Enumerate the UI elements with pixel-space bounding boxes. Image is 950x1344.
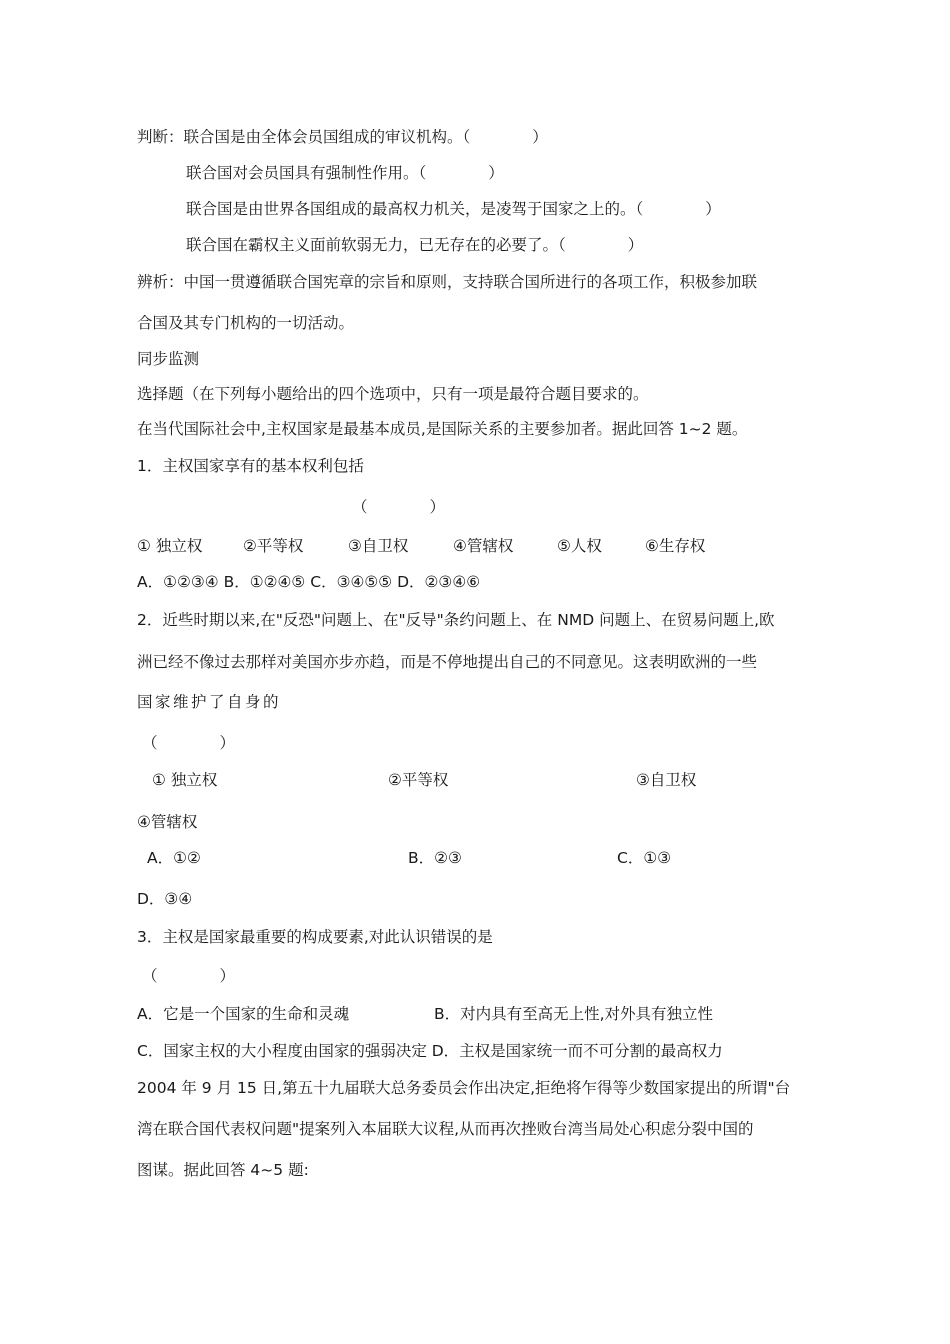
passage-line: 湾在联合国代表权问题"提案列入本届联大议程,从而再次挫败台湾当局处心积虑分裂中国的: [137, 1120, 754, 1138]
q2-stem: 洲已经不像过去那样对美国亦步亦趋，而是不停地提出自己的不同意见。这表明欧洲的一些: [137, 653, 758, 671]
q1-option: ⑥生存权: [645, 537, 706, 555]
analysis-line: 辨析：中国一贯遵循联合国宪章的宗旨和原则，支持联合国所进行的各项工作，积极参加联: [137, 273, 758, 291]
q1-bracket: （ ）: [352, 498, 446, 516]
q1-answers: A．①②③④ B．①②④⑤ C．③④⑤⑤ D．②③④⑥: [137, 573, 481, 591]
q3-option-b: B．对内具有至高无上性,对外具有独立性: [434, 1005, 714, 1023]
q2-answer: C．①③: [617, 849, 672, 867]
section-title: 同步监测: [137, 350, 200, 368]
q1-option: ③自卫权: [348, 537, 409, 555]
q1-stem: 1．主权国家享有的基本权利包括: [137, 457, 364, 475]
passage-line: 图谋。据此回答 4~5 题:: [137, 1161, 309, 1179]
q2-option: ③自卫权: [636, 771, 697, 789]
q3-stem: 3．主权是国家最重要的构成要素,对此认识错误的是: [137, 928, 493, 946]
judge-item: 联合国对会员国具有强制性作用。（ ）: [186, 164, 504, 182]
q2-option: ④管辖权: [137, 813, 198, 831]
q2-answer: B．②③: [408, 849, 462, 867]
q1-option: ②平等权: [243, 537, 304, 555]
q3-bracket: （ ）: [142, 967, 236, 985]
q2-option: ②平等权: [388, 771, 449, 789]
intro-1-2: 在当代国际社会中,主权国家是最基本成员,是国际关系的主要参加者。据此回答 1~2 题。: [137, 420, 748, 438]
q2-stem: 2．近些时期以来,在"反恐"问题上、在"反导"条约问题上、在 NMD 问题上、在贸易问题上,欧: [137, 611, 775, 629]
q3-option-cd: C．国家主权的大小程度由国家的强弱决定 D．主权是国家统一而不可分割的最高权力: [137, 1042, 723, 1060]
q2-stem: 国家维护了自身的: [137, 693, 282, 711]
judge-item: 联合国在霸权主义面前软弱无力，已无存在的必要了。（ ）: [186, 236, 644, 254]
instruction: 选择题（在下列每小题给出的四个选项中，只有一项是最符合题目要求的。: [137, 385, 649, 403]
passage-line: 2004 年 9 月 15 日,第五十九届联大总务委员会作出决定,拒绝将乍得等少数国家提出的所谓"台: [137, 1079, 791, 1097]
judge-item: 联合国是由世界各国组成的最高权力机关，是凌驾于国家之上的。（ ）: [186, 200, 721, 218]
judge-label: 判断：: [137, 128, 184, 146]
q2-option: ① 独立权: [152, 771, 218, 789]
q1-option: ⑤人权: [557, 537, 602, 555]
judge-item: 判断：联合国是由全体会员国组成的审议机构。（ ）: [137, 128, 548, 146]
q3-option-a: A．它是一个国家的生命和灵魂: [137, 1005, 350, 1023]
q1-option: ④管辖权: [453, 537, 514, 555]
analysis-line: 合国及其专门机构的一切活动。: [137, 314, 355, 332]
q2-bracket: （ ）: [142, 734, 236, 752]
q2-answer: A．①②: [147, 849, 201, 867]
q1-option: ① 独立权: [137, 537, 203, 555]
q2-answer: D．③④: [137, 890, 193, 908]
